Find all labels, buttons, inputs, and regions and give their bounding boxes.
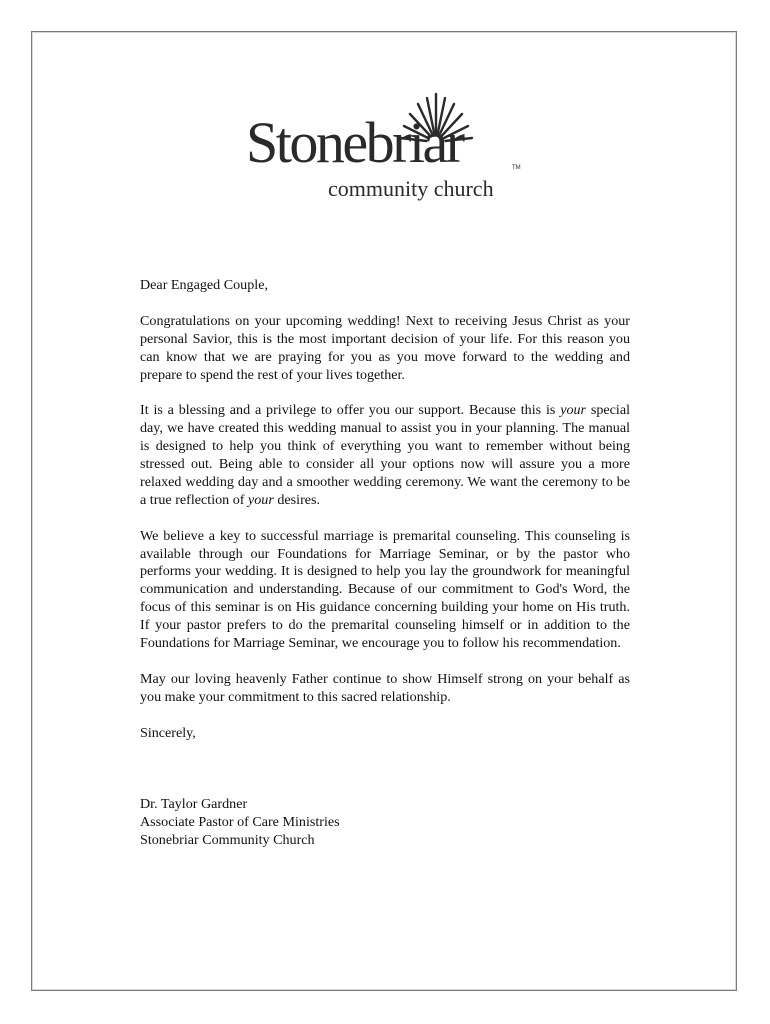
logo-subtitle: community church bbox=[328, 176, 494, 201]
logo-trademark: TM bbox=[512, 165, 521, 171]
paragraph-support-text: It is a blessing and a privilege to offer you our support. Because this is bbox=[140, 402, 561, 419]
paragraph-counseling: We believe a key to successful marriage is premarital counseling. This counseling is available through our Foundations for Marriage Seminar, or by the pastor who performs your wedding. It is designed to help you lay the groundwork for meaningful communication and understanding. Because of our commitment to God's Word, the focus of this seminar is on His guidance concerning building your home on His truth. If your pastor prefers to do the premarital counseling himself or in addition to the Foundations for Marriage Seminar, we encourage you to follow his recommendation. bbox=[140, 527, 630, 652]
signature-organization: Stonebriar Community Church bbox=[140, 831, 315, 848]
paragraph-support bbox=[140, 402, 630, 509]
paragraph-congratulations: Congratulations on your upcoming wedding! Next to receiving Jesus Christ as your personal Savior, this is the most important decision of your life. For this reason you can know that we are praying for you as you move forward to the wedding and prepare to spend the rest of your lives together. bbox=[140, 312, 630, 383]
church-logo bbox=[246, 92, 526, 204]
emphasis-your: your bbox=[248, 491, 274, 508]
paragraph-support-text: desires. bbox=[273, 491, 321, 508]
paragraph-blessing: May our loving heavenly Father continue to show Himself strong on your behalf as you make your commitment to this sacred relationship. bbox=[140, 670, 630, 705]
letter-closing: Sincerely, bbox=[140, 724, 196, 741]
letter-body bbox=[140, 277, 630, 850]
signature-name: Dr. Taylor Gardner bbox=[140, 796, 248, 813]
logo-wordmark: Stonebriar bbox=[246, 110, 463, 175]
letter-greeting: Dear Engaged Couple, bbox=[140, 277, 268, 293]
paragraph-support-text: special day, we have created this wedding manual to assist you in your planning. The manual is designed to help you think of everything you want to remember without being stressed out. Being able to consider all your options now will assure you a more relaxed wedding day and a smoother wedding ceremony. We want the ceremony to be a true reflection of bbox=[140, 402, 630, 508]
signature-title: Associate Pastor of Care Ministries bbox=[140, 814, 340, 831]
emphasis-your: your bbox=[560, 402, 587, 419]
